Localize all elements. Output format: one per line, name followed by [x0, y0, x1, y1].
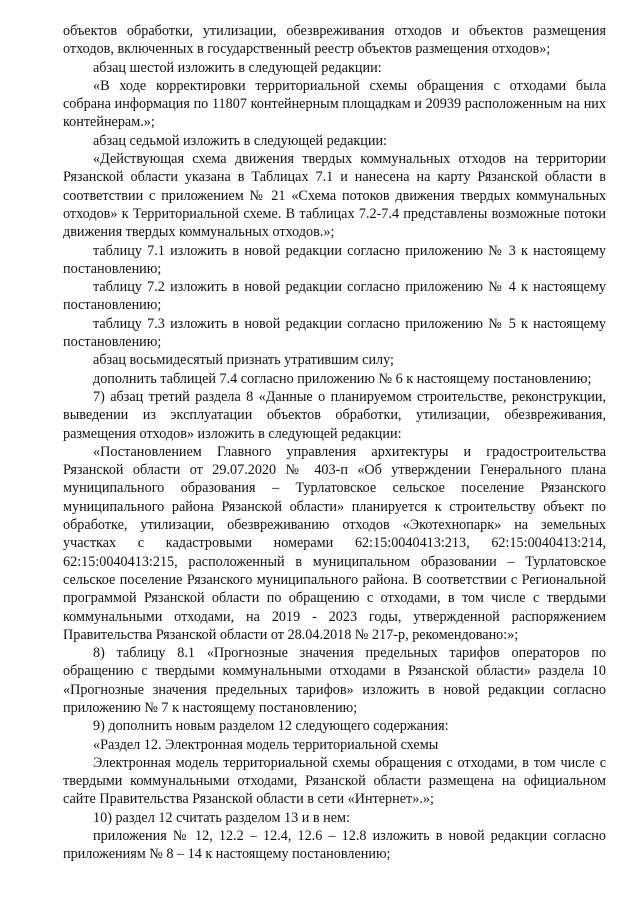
paragraph-13: 9) дополнить новым разделом 12 следующего содержания:	[93, 718, 449, 735]
paragraph-1: абзац шестой изложить в следующей редакции:	[93, 59, 382, 76]
paragraph-6: таблицу 7.2 изложить в новой редакции согласно приложению № 4 к настоящему постановлению;	[63, 279, 606, 314]
paragraph-0: объектов обработки, утилизации, обезвреживания отходов и объектов размещения отходов, включенных в государственный реестр объектов размещения отходов»;	[63, 23, 606, 58]
paragraph-10: 7) абзац третий раздела 8 «Данные о планируемом строительстве, реконструкции, выведении из эксплуатации объектов обработки, утилизации, обезвреживания, размещения отходов» изложить в следующей редакции:	[63, 388, 606, 442]
paragraph-5: таблицу 7.1 изложить в новой редакции согласно приложению № 3 к настоящему постановлению;	[63, 242, 606, 277]
paragraph-11: «Постановлением Главного управления архитектуры и градостроительства Рязанской области от 29.07.2020 № 403-п «Об утверждении Генерального плана муниципального образования – Турлатовское сельское поселение Рязанского муниципального района Рязанской области» планируется к строительству объект по обработке, утилизации, обезвреживанию отходов «Экотехнопарк» на земельных участках с кадастровыми номерами 62:15:0040413:213, 62:15:0040413:214, 62:15:0040413:215, расположенный в муниципальном образовании – Турлатовское сельское поселение Рязанского муниципального района. В соответствии с Региональной программой Рязанской области по обращению с отходами, в том числе с твердыми коммунальными отходами, на 2019 - 2023 годы, утвержденной распоряжением Правительства Рязанской области от 28.04.2018 № 217-р, рекомендовано:»;	[63, 443, 606, 643]
paragraph-17: приложения № 12, 12.2 – 12.4, 12.6 – 12.8 изложить в новой редакции согласно приложениям № 8 – 14 к настоящему постановлению;	[63, 828, 606, 863]
paragraph-15: Электронная модель территориальной схемы обращения с отходами, в том числе с твердыми коммунальными отходами, Рязанской области размещена на официальном сайте Правительства Рязанской области в сети «Интернет».»;	[63, 754, 606, 808]
paragraph-16: 10) раздел 12 считать разделом 13 и в нем:	[93, 809, 350, 826]
paragraph-8: абзац восьмидесятый признать утратившим силу;	[93, 352, 394, 369]
paragraph-3: абзац седьмой изложить в следующей редакции:	[93, 132, 388, 149]
paragraph-9: дополнить таблицей 7.4 согласно приложению № 6 к настоящему постановлению;	[93, 370, 592, 387]
paragraph-4: «Действующая схема движения твердых коммунальных отходов на территории Рязанской области указана в Таблицах 7.1 и нанесена на карту Рязанской области в соответствии с приложением № 21 «Схема потоков движения твердых коммунальных отходов» к Территориальной схеме. В таблицах 7.2-7.4 представлены возможные потоки движения твердых коммунальных отходов.»;	[63, 151, 606, 241]
paragraph-2: «В ходе корректировки территориальной схемы обращения с отходами была собрана информация по 11807 контейнерным площадкам и 20939 расположенным на них контейнерам.»;	[63, 77, 606, 131]
section-heading: «Раздел 12. Электронная модель территориальной схемы	[93, 736, 439, 753]
paragraph-12: 8) таблицу 8.1 «Прогнозные значения предельных тарифов операторов по обращению с твердыми коммунальными отходами в Рязанской области» раздела 10 «Прогнозные значения предельных тарифов» изложить в новой редакции согласно приложению № 7 к настоящему постановлению;	[63, 645, 606, 716]
paragraph-7: таблицу 7.3 изложить в новой редакции согласно приложению № 5 к настоящему постановлению;	[63, 315, 606, 351]
